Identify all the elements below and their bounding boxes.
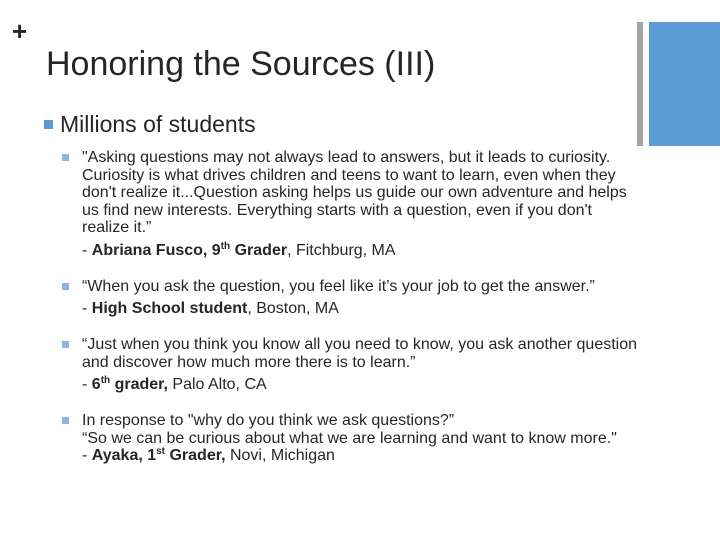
quote-item	[62, 412, 637, 465]
square-bullet-icon	[62, 417, 69, 424]
attribution-location: Novi, Michigan	[225, 447, 335, 464]
attribution-dash: -	[82, 447, 92, 464]
quote-text: “Just when you think you know all you need to know, you ask another question and discover how much more there is to learn.”	[82, 336, 638, 371]
attribution-name: 6th grader,	[91, 375, 168, 393]
quote-list	[62, 149, 637, 483]
slide-title: Honoring the Sources (III)	[46, 45, 436, 83]
attribution-dash: -	[82, 241, 92, 259]
quote-item	[62, 278, 637, 319]
bullet-level1-text: Millions of students	[60, 111, 256, 137]
quote-item	[62, 149, 637, 260]
quote-attribution	[82, 242, 637, 260]
quote-attribution	[82, 447, 637, 465]
decorative-gray-bar	[637, 22, 643, 146]
square-bullet-icon	[62, 341, 69, 348]
square-bullet-icon	[62, 283, 69, 290]
attribution-location: , Boston, MA	[247, 300, 339, 317]
quote-prompt: In response to "why do you think we ask questions?”	[82, 412, 455, 429]
quote-attribution	[82, 300, 637, 318]
attribution-location: Palo Alto, CA	[167, 376, 267, 393]
attribution-name: Abriana Fusco, 9th Grader	[91, 240, 288, 259]
attribution-dash: -	[82, 376, 92, 393]
attribution-name: Ayaka, 1st Grader,	[91, 446, 226, 464]
corner-plus-mark: +	[12, 16, 28, 46]
quote-text: “So we can be curious about what we are learning and want to know more."	[82, 429, 617, 447]
attribution-location: , Fitchburg, MA	[287, 241, 396, 259]
quote-text: “When you ask the question, you feel like it’s your job to get the answer.”	[82, 277, 595, 295]
square-bullet-icon	[44, 120, 53, 129]
quote-item	[62, 336, 637, 394]
square-bullet-icon	[62, 154, 69, 161]
quote-text: "Asking questions may not always lead to answers, but it leads to curiosity. Curiosity is what drives children and teens to want to learn, even when they don't realize it...Question asking helps us guide our own adventure and helps us find new interests. Everything starts with a question, even if you don't realize it.”	[82, 149, 627, 236]
attribution-name: High School student	[91, 300, 248, 317]
attribution-dash: -	[82, 300, 92, 317]
bullet-level1	[44, 111, 256, 139]
quote-attribution	[82, 376, 637, 394]
decorative-blue-block	[649, 22, 720, 146]
